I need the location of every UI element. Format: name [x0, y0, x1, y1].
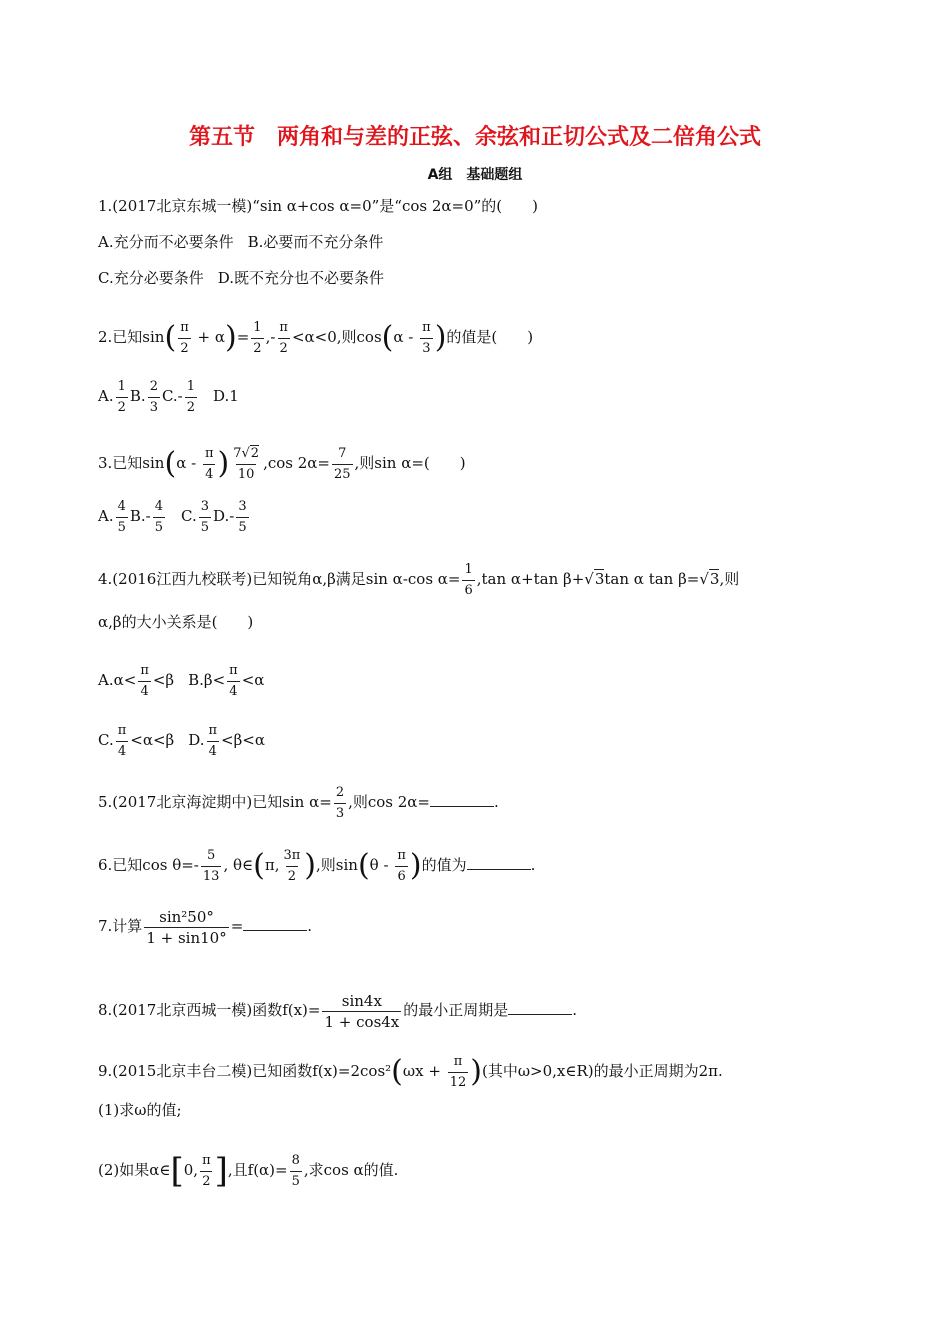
question-9-stem: 9.(2015北京丰台二模)已知函数f(x)=2cos²(ωx + $\frac{\pi}{12}$ )(其中ω>0,x∈R)的最小正周期为2π. — [98, 1053, 723, 1090]
question-2-options: A. $\frac{1}{2}$ B. $\frac{2}{3}$ C.- $\frac{1}{2}$ D.1 — [98, 378, 239, 415]
question-4-options-ab: A.α< $\frac{\pi}{4}$ <β B.β< $\frac{\pi}{4}$ <α — [98, 662, 265, 699]
answer-blank — [467, 855, 531, 870]
question-8: 8.(2017北京西城一模)函数f(x)= $\frac{\sin 4x}{1 + \cos 4x}$ 的最小正周期是 . — [98, 991, 578, 1031]
question-1-stem: 1.(2017北京东城一模)“sin α+cos α=0”是“cos 2α=0”的( ) — [98, 197, 539, 215]
question-4-options-cd: C. $\frac{\pi}{4}$ <α<β D. $\frac{\pi}{4}$ <β<α — [98, 722, 265, 759]
question-5: 5.(2017北京海淀期中)已知sin α= $\frac{2}{3}$ ,则cos 2α= . — [98, 784, 499, 821]
question-6: 6.已知cos θ=- $\frac{5}{13}$ , θ∈(π, $\frac{3\pi}{2}$ ),则sin(θ - $\frac{\pi}{6}$ )的值为 . — [98, 847, 536, 884]
question-7: 7.计算 $\frac{\text{sin²50°}}{1 + \sin 10^\circ}$ = . — [98, 907, 313, 947]
question-9-part-2: (2)如果α∈[0, $\frac{\pi}{2}$ ],且f(α)= $\frac{8}{5}$ ,求cos α的值. — [98, 1151, 399, 1191]
question-4-stem-line2: α,β的大小关系是( ) — [98, 613, 254, 631]
question-1-options-ab: A.充分而不必要条件 B.必要而不充分条件 — [98, 233, 384, 251]
question-2-stem: 2.已知sin( $\frac{\pi}{2}$ + α)= $\frac{1}{2}$ ,- $\frac{\pi}{2}$ <α<0,则cos(α - $\frac{\pi}{3}$ )的值是( ) — [98, 319, 534, 356]
answer-blank — [243, 916, 307, 931]
answer-blank — [430, 792, 494, 807]
question-1-options-cd: C.充分必要条件 D.既不充分也不必要条件 — [98, 269, 384, 287]
page-title: 第五节 两角和与差的正弦、余弦和正切公式及二倍角公式 — [188, 125, 762, 150]
fraction: $\frac{\pi}{2}$ — [180, 319, 189, 356]
answer-blank — [508, 1000, 572, 1015]
question-4-stem: 4.(2016江西九校联考)已知锐角α,β满足sin α-cos α= $\frac{1}{6}$ ,tan α+tan β+√3tan α tan β=√3,则 — [98, 561, 740, 598]
question-3-stem: 3.已知sin(α - $\frac{\pi}{4}$ ) $\frac{7√2}{10}$ ,cos 2α= $\frac{7}{25}$ ,则sin α=( ) — [98, 445, 466, 482]
question-9-part-1: (1)求ω的值; — [98, 1101, 182, 1119]
question-3-options: A. $\frac{4}{5}$ B.- $\frac{4}{5}$ C. $\frac{3}{5}$ D.- $\frac{3}{5}$ — [98, 498, 247, 535]
group-heading: A组 基础题组 — [427, 167, 523, 183]
